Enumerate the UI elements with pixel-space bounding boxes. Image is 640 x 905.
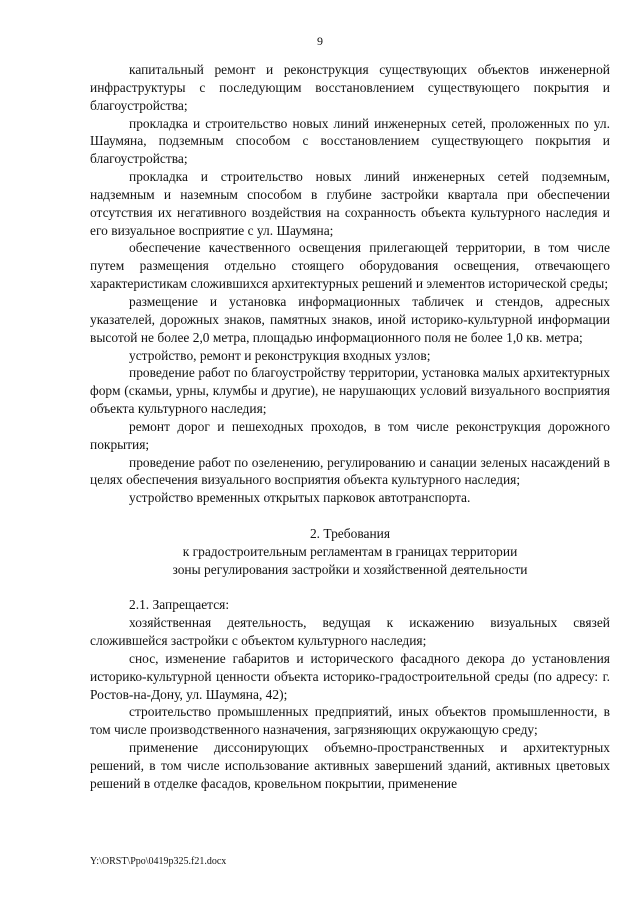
paragraph: размещение и установка информационных табличек и стендов, адресных указателей, дорожных знаков, памятных знаков, иной историко-культурной информации высотой не более 2,0 метра, площадью информационного поля не более 1,0 кв. метра; — [90, 293, 610, 345]
paragraph: снос, изменение габаритов и исторического фасадного декора до установления историко-культурной ценности объекта историко-градостроительной среды (по адресу: г. Ростов-на-Дону, ул. Шаумяна, 42); — [90, 650, 610, 702]
paragraph: устройство, ремонт и реконструкция входных узлов; — [129, 347, 431, 363]
paragraph: капитальный ремонт и реконструкция существующих объектов инженерной инфраструктуры с последующим восстановлением существующего покрытия и благоустройства; — [90, 62, 610, 113]
document-body — [90, 61, 610, 793]
section-heading-number: 2. Требования — [309, 525, 391, 541]
paragraph: применение диссонирующих объемно-пространственных и архитектурных решений, в том числе использование активных завершений зданий, активных цветовых решений в отделке фасадов, кровельном покрытии, применение — [90, 740, 610, 791]
paragraph: устройство временных открытых парковок автотранспорта. — [129, 490, 471, 506]
paragraph: проведение работ по благоустройству территории, установка малых архитектурных форм (скамьи, урны, клумбы и другие), не нарушающих условий визуального восприятия объекта культурного наследия; — [90, 365, 610, 417]
paragraph: строительство промышленных предприятий, иных объектов промышленности, в том числе производственного назначения, загрязняющих окружающую среду; — [90, 704, 610, 738]
paragraph: прокладка и строительство новых линий инженерных сетей, проложенных по ул. Шаумяна, подземным способом с восстановлением существующего покрытия и благоустройства; — [90, 115, 610, 167]
paragraph: хозяйственная деятельность, ведущая к искажению визуальных связей сложившейся застройки с объектом культурного наследия; — [90, 615, 610, 648]
page-number: 9 — [317, 34, 323, 48]
paragraph: проведение работ по озеленению, регулированию и санации зеленых насаждений в целях обеспечения визуального восприятия объекта культурного наследия; — [90, 454, 610, 488]
paragraph: ремонт дорог и пешеходных проходов, в том числе реконструкция дорожного покрытия; — [90, 418, 610, 452]
paragraph: обеспечение качественного освещения прилегающей территории, в том числе путем размещения отдельно стоящего оборудования освещения, отвечающего характеристикам сложившихся архитектурных решений и элементов исторической среды; — [90, 240, 610, 292]
section-heading-line: к градостроительным регламентам в границах территории — [182, 543, 518, 559]
subsection-title: 2.1. Запрещается: — [129, 597, 230, 613]
paragraph: прокладка и строительство новых линий инженерных сетей подземным, надземным и наземным способом в глубине застройки квартала при обеспечении отсутствия их негативного воздействия на сохранность объекта культурного наследия и его визуальное восприятие с ул. Шаумяна; — [90, 169, 610, 238]
section-heading-line: зоны регулирования застройки и хозяйственной деятельности — [172, 561, 528, 577]
footer-file-path: Y:\ORST\Ppo\0419p325.f21.docx — [90, 856, 227, 867]
